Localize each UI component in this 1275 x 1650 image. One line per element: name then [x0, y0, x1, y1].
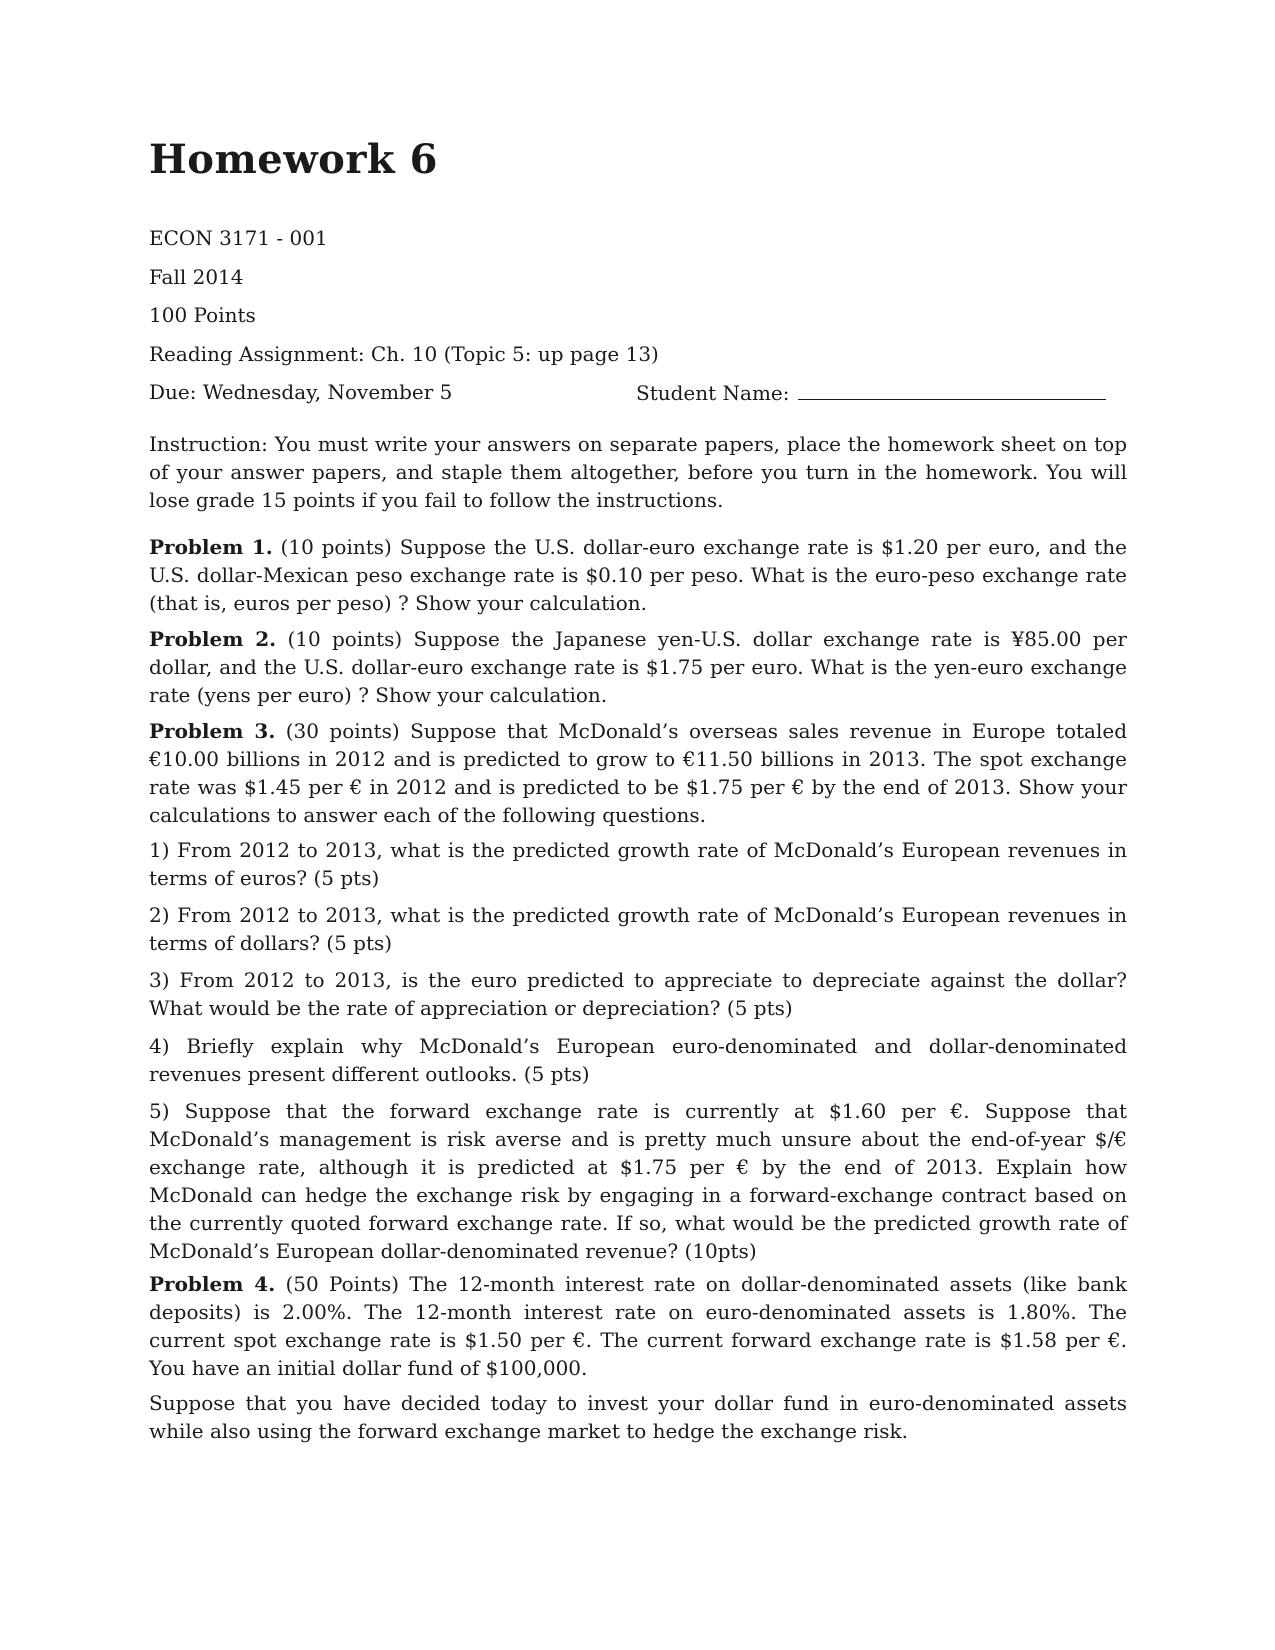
- reading-assignment: Reading Assignment: Ch. 10 (Topic 5: up page 13): [149, 342, 659, 366]
- subquestion-text: 1) From 2012 to 2013, what is the predicted growth rate of McDonald’s European revenues in terms of euros? (5 pts): [149, 838, 1127, 890]
- course-code: ECON 3171 - 001: [149, 226, 328, 250]
- problem-1-label: Problem 1.: [149, 535, 273, 559]
- problem-2-label: Problem 2.: [149, 627, 277, 651]
- due-date: Due: Wednesday, November 5: [149, 380, 453, 404]
- problem-3: [149, 717, 1127, 829]
- subquestion-4: [149, 1032, 1127, 1088]
- instruction-block: [149, 430, 1127, 514]
- page-title: Homework 6: [149, 136, 438, 183]
- problem-3-text: (30 points) Suppose that McDonald’s overseas sales revenue in Europe totaled €10.00 billions in 2012 and is predicted to grow to €11.50 billions in 2013. The spot exchange rate was $1.45 per € in 2012 and is predicted to be $1.75 per € by the end of 2013. Show your calculations to answer each of the following questions.: [149, 719, 1128, 827]
- problem-4: [149, 1270, 1127, 1382]
- student-name-blank[interactable]: [798, 380, 1106, 400]
- problem-4-followup: [149, 1389, 1127, 1445]
- problem-4-followup-text: Suppose that you have decided today to invest your dollar fund in euro-denominated assets while also using the forward exchange market to hedge the exchange risk.: [149, 1391, 1127, 1443]
- problem-2-text: (10 points) Suppose the Japanese yen-U.S. dollar exchange rate is ¥85.00 per dollar, and the U.S. dollar-euro exchange rate is $1.75 per euro. What is the yen-euro exchange rate (yens per euro) ? Show your calculation.: [149, 627, 1127, 707]
- subquestion-text: 5) Suppose that the forward exchange rate is currently at $1.60 per €. Suppose that McDonald’s management is risk averse and is pretty much unsure about the end-of-year $/€ exchange rate, although it is predicted at $1.75 per € by the end of 2013. Explain how McDonald can hedge the exchange risk by engaging in a forward-exchange contract based on the currently quoted forward exchange rate. If so, what would be the predicted growth rate of McDonald’s European dollar-denominated revenue? (10pts): [149, 1099, 1127, 1263]
- subquestion-text: 4) Briefly explain why McDonald’s European euro-denominated and dollar-denominated revenues present different outlooks. (5 pts): [149, 1034, 1127, 1086]
- subquestion-1: [149, 836, 1127, 892]
- problem-3-label: Problem 3.: [149, 719, 276, 743]
- subquestion-3: [149, 966, 1127, 1022]
- problem-2: [149, 625, 1127, 709]
- problem-1-text: (10 points) Suppose the U.S. dollar-euro exchange rate is $1.20 per euro, and the U.S. dollar-Mexican peso exchange rate is $0.10 per peso. What is the euro-peso exchange rate (that is, euros per peso) ? Show your calculation.: [149, 535, 1127, 615]
- problem-4-label: Problem 4.: [149, 1272, 276, 1296]
- subquestion-text: 3) From 2012 to 2013, is the euro predicted to appreciate to depreciate against the dollar? What would be the rate of appreciation or depreciation? (5 pts): [149, 968, 1127, 1020]
- instruction-text: Instruction: You must write your answers on separate papers, place the homework sheet on top of your answer papers, and staple them altogether, before you turn in the homework. You will lose grade 15 points if you fail to follow the instructions.: [149, 432, 1127, 512]
- student-name-label: Student Name:: [636, 381, 790, 405]
- subquestion-text: 2) From 2012 to 2013, what is the predicted growth rate of McDonald’s European revenues in terms of dollars? (5 pts): [149, 903, 1127, 955]
- subquestion-5: [149, 1097, 1127, 1265]
- problem-4-text: (50 Points) The 12-month interest rate on dollar-denominated assets (like bank deposits) is 2.00%. The 12-month interest rate on euro-denominated assets is 1.80%. The current spot exchange rate is $1.50 per €. The current forward exchange rate is $1.58 per €. You have an initial dollar fund of $100,000.: [149, 1272, 1127, 1380]
- total-points: 100 Points: [149, 303, 256, 327]
- subquestion-2: [149, 901, 1127, 957]
- student-name-field[interactable]: [636, 380, 1106, 405]
- term: Fall 2014: [149, 265, 244, 289]
- problem-1: [149, 533, 1127, 617]
